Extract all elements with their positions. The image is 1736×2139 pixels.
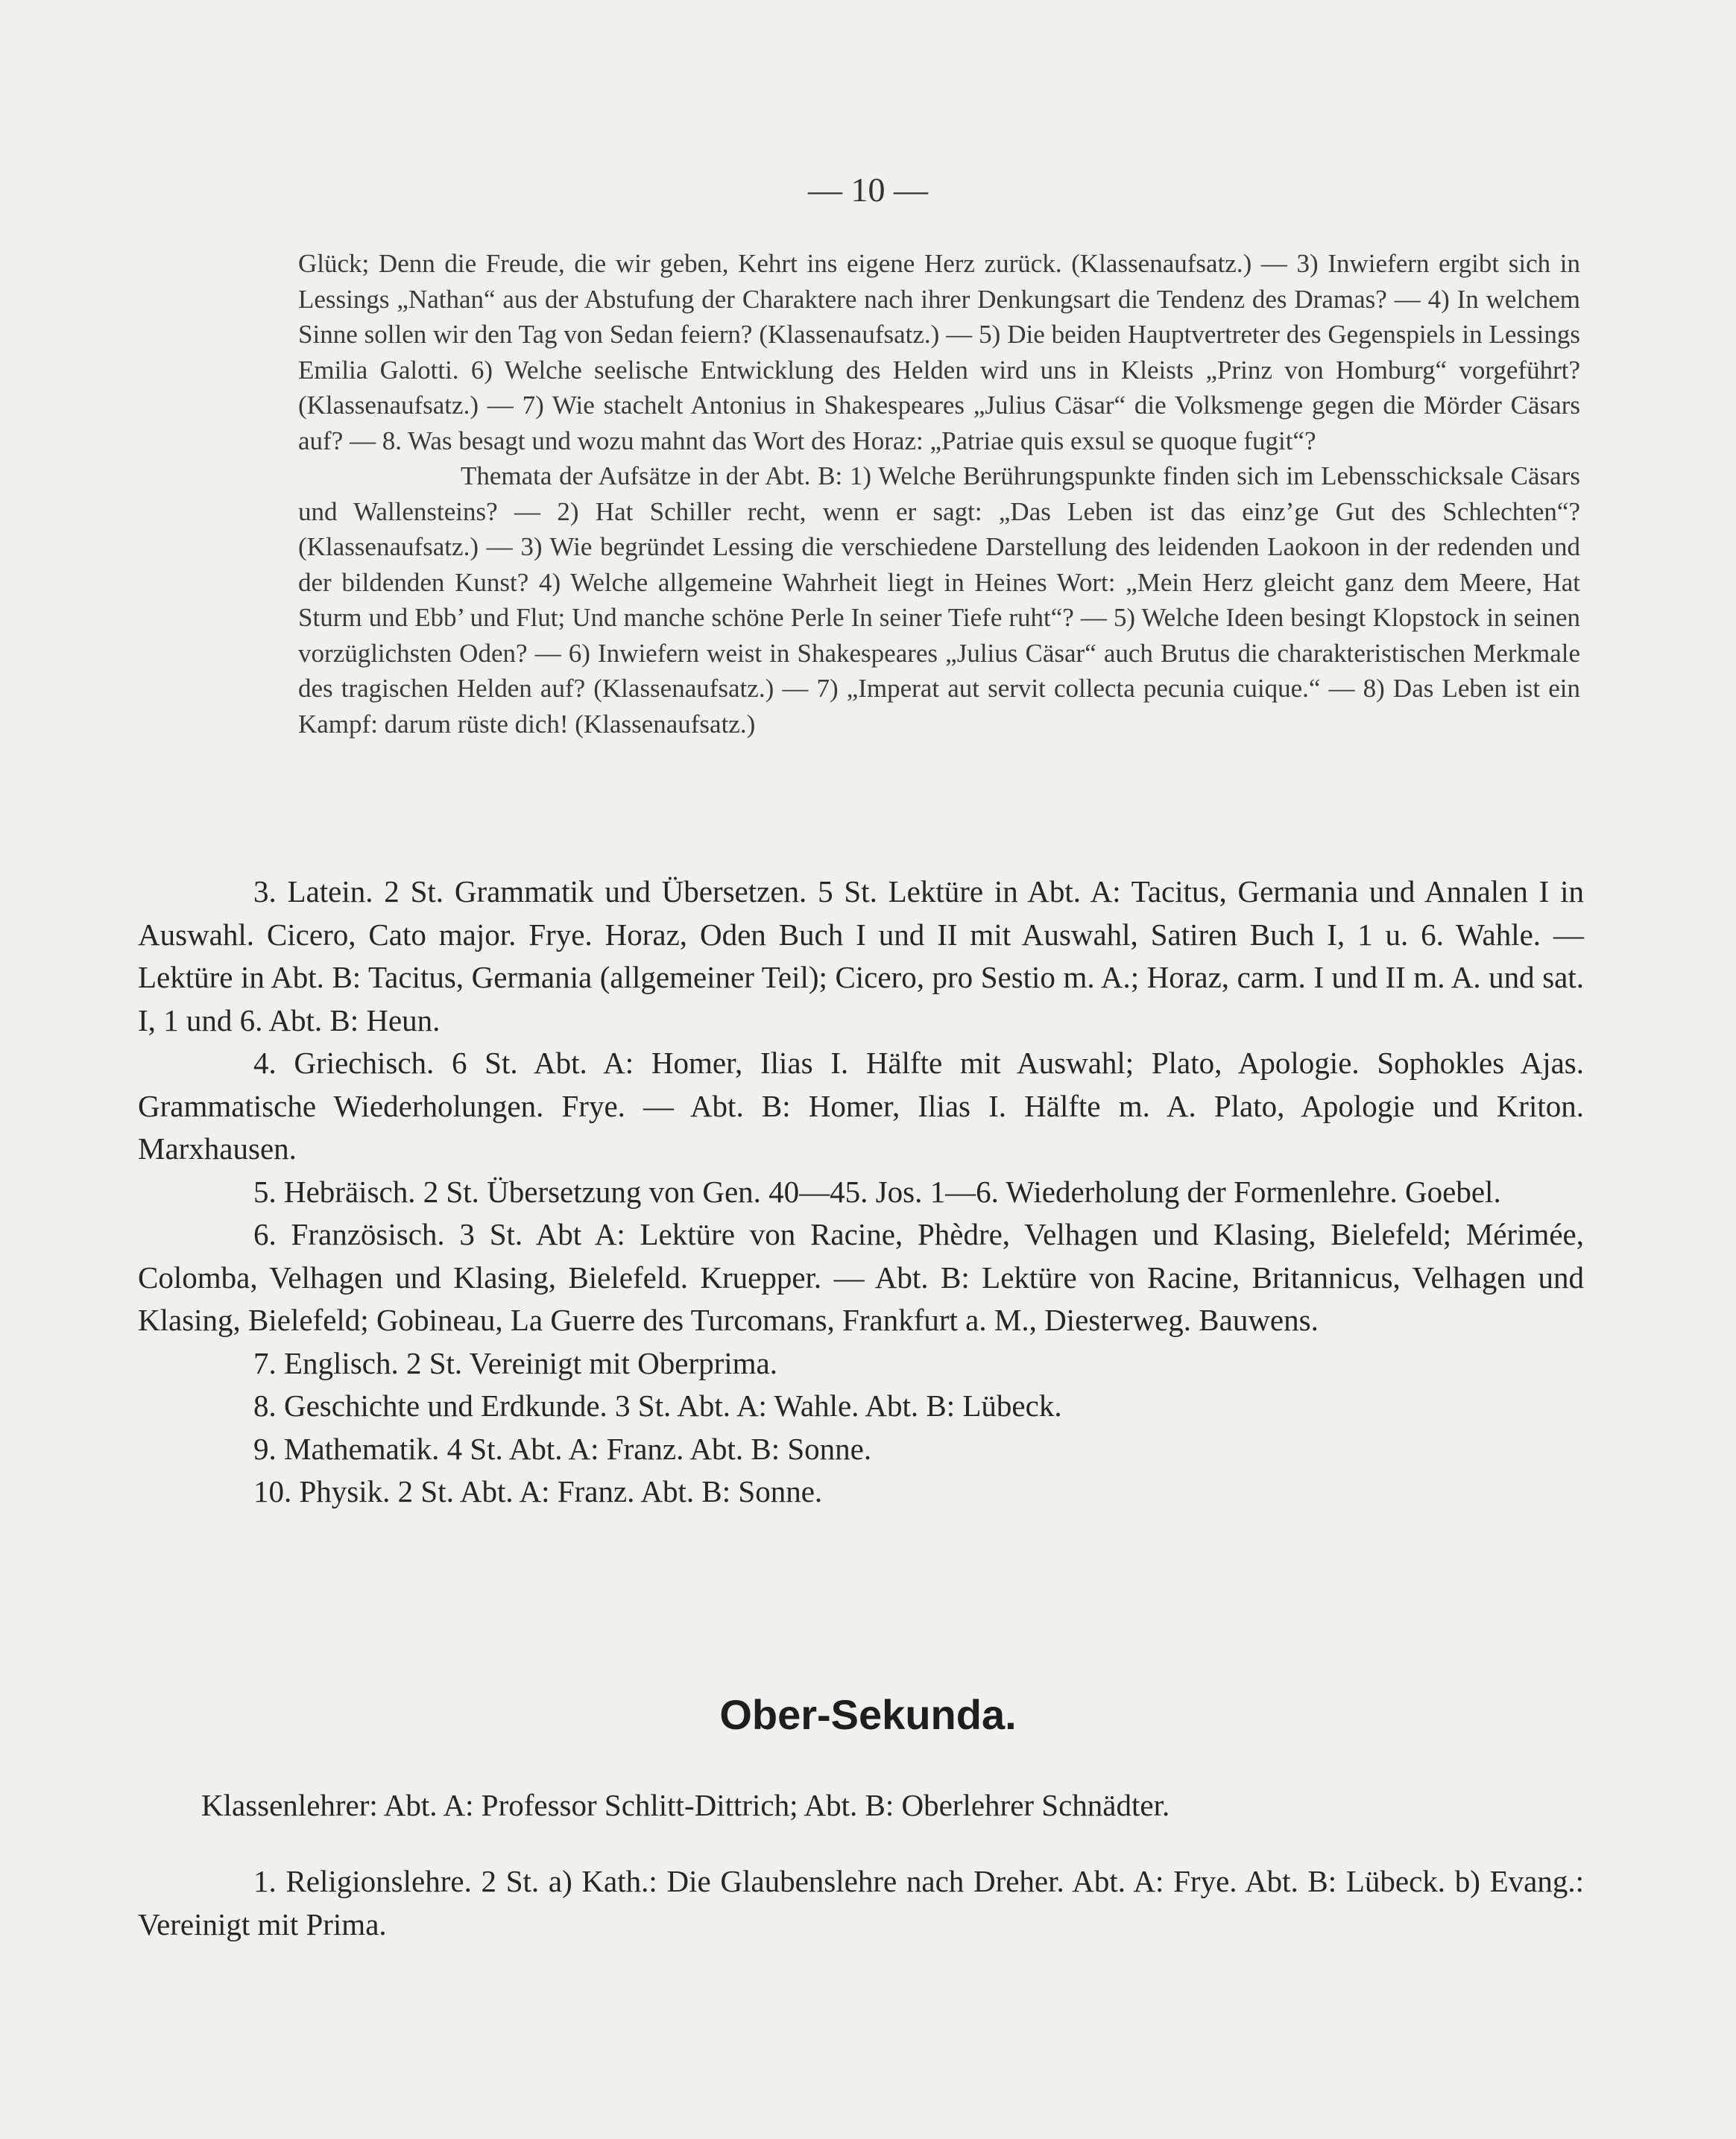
page-number: — 10 —: [808, 171, 928, 209]
subject-entry: 10. Physik. 2 St. Abt. A: Franz. Abt. B: Sonne.: [253, 1474, 823, 1508]
section-heading: Ober-Sekunda.: [719, 1691, 1017, 1738]
essay-paragraph: Themata der Aufsätze in der Abt. B: 1) Welche Berührungspunkte finden sich im Lebensschicksale Cäsars und Wallensteins? — 2) Hat Schiller recht, wenn er sagt: „Das Leben ist das einz’ge Gut des Schlechten“? (Klassenaufsatz.) — 3) Wie begründet Lessing die verschiedene Darstellung des leidenden Laokoon in der redenden und der bildenden Kunst? 4) Welche allgemeine Wahrheit liegt in Heines Wort: „Mein Herz gleicht ganz dem Meere, Hat Sturm und Ebb’ und Flut; Und manche schöne Perle In seiner Tiefe ruht“? — 5) Welche Ideen besingt Klopstock in seinen vorzüglichsten Oden? — 6) Inwiefern weist in Shakespeares „Julius Cäsar“ auch Brutus die charakteristischen Merkmale des tragischen Helden auf? (Klassenaufsatz.) — 7) „Imperat aut servit collecta pecunia cuique.“ — 8) Das Leben ist ein Kampf: darum rüste dich! (Klassenaufsatz.): [298, 461, 1580, 739]
subject-entry: 3. Latein. 2 St. Grammatik und Übersetzen. 5 St. Lektüre in Abt. A: Tacitus, Germania und Annalen I in Auswahl. Cicero, Cato major. Frye. Horaz, Oden Buch I und II mit Auswahl, Satiren Buch I, 1 u. 6. Wahle. — Lektüre in Abt. B: Tacitus, Germania (allgemeiner Teil); Cicero, pro Sestio m. A.; Horaz, carm. I und II m. A. und sat. I, 1 und 6. Abt. B: Heun.: [138, 874, 1584, 1037]
ober-subjects-block: [138, 1860, 1584, 1946]
subject-entry: 9. Mathematik. 4 St. Abt. A: Franz. Abt. B: Sonne.: [253, 1431, 872, 1466]
essay-paragraph: Glück; Denn die Freude, die wir geben, Kehrt ins eigene Herz zurück. (Klassenaufsatz.) — 3) Inwiefern ergibt sich in Lessings „Nathan“ aus der Abstufung der Charaktere nach ihrer Denkungsart die Tendenz des Dramas? — 4) In welchem Sinne sollen wir den Tag von Sedan feiern? (Klassenaufsatz.) — 5) Die beiden Hauptvertreter des Gegenspiels in Lessings Emilia Galotti. 6) Welche seelische Entwicklung des Helden wird uns in Kleists „Prinz von Homburg“ vorgeführt? (Klassenaufsatz.) — 7) Wie stachelt Antonius in Shakespeares „Julius Cäsar“ die Volksmenge gegen die Mörder Cäsars auf? — 8. Was besagt und wozu mahnt das Wort des Horaz: „Patriae quis exsul se quoque fugit“?: [298, 249, 1580, 455]
subject-entry: 1. Religionslehre. 2 St. a) Kath.: Die Glaubenslehre nach Dreher. Abt. A: Frye. Abt. B: Lübeck. b) Evang.: Vereinigt mit Prima.: [138, 1864, 1584, 1941]
subject-entry: 4. Griechisch. 6 St. Abt. A: Homer, Ilias I. Hälfte mit Auswahl; Plato, Apologie. Sophokles Ajas. Grammatische Wiederholungen. Frye. — Abt. B: Homer, Ilias I. Hälfte m. A. Plato, Apologie und Kriton. Marxhausen.: [138, 1046, 1584, 1166]
subject-entry: 6. Französisch. 3 St. Abt A: Lektüre von Racine, Phèdre, Velhagen und Klasing, Bielefeld; Mérimée, Colomba, Velhagen und Klasing, Bielefeld. Kruepper. — Abt. B: Lektüre von Racine, Britannicus, Velhagen und Klasing, Bielefeld; Gobineau, La Guerre des Turcomans, Frankfurt a. M., Diesterweg. Bauwens.: [138, 1217, 1584, 1337]
essay-topics-block: [298, 246, 1580, 742]
subjects-block: [138, 871, 1584, 1514]
class-teachers: Klassenlehrer: Abt. A: Professor Schlitt-Dittrich; Abt. B: Oberlehrer Schnädter.: [201, 1788, 1170, 1822]
subject-entry: 5. Hebräisch. 2 St. Übersetzung von Gen. 40—45. Jos. 1—6. Wiederholung der Formenlehre. Goebel.: [253, 1174, 1501, 1209]
subject-entry: 7. Englisch. 2 St. Vereinigt mit Oberprima.: [253, 1345, 777, 1380]
subject-entry: 8. Geschichte und Erdkunde. 3 St. Abt. A: Wahle. Abt. B: Lübeck.: [253, 1388, 1062, 1423]
